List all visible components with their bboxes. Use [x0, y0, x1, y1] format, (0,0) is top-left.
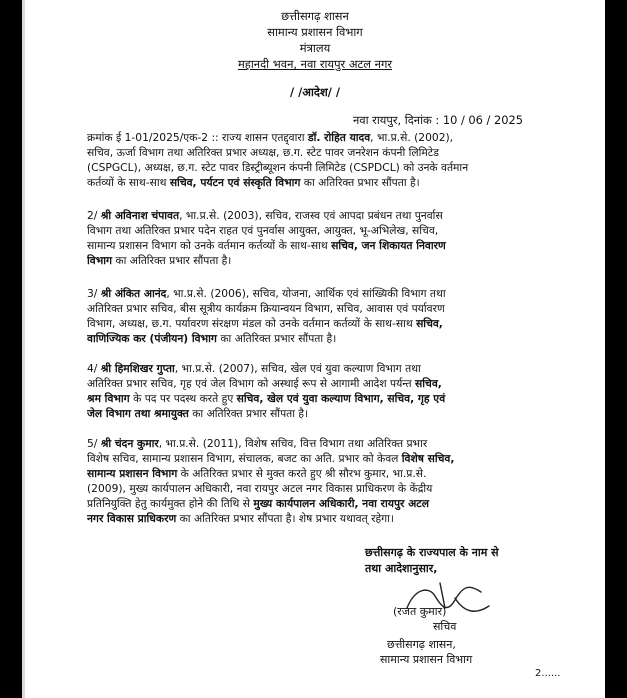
text-run: का अतिरिक्त प्रभार सौंपता है। [216, 332, 337, 346]
text-run: सचिव, ऊर्जा विभाग तथा अतिरिक्त प्रभार अध्यक्ष, छ.ग. स्टेट पावर जनरेशन कंपनी लिमिटेड [87, 146, 439, 160]
text-run: , भा.प्र.से. (2007), सचिव, खेल एवं युवा कल्याण विभाग तथा [174, 362, 421, 375]
text-run: , भा.प्र.से. (2006), सचिव, योजना, आर्थिक एवं सांख्यिकी विभाग तथा [166, 287, 446, 300]
office-govt: छत्तीसगढ़ शासन, [387, 638, 456, 651]
text-run: कर्तव्यों के साथ-साथ [87, 176, 170, 190]
paragraph-line [87, 208, 557, 223]
text-run: विभाग, अध्यक्ष, छ.ग. पर्यावरण संरक्षण मंडल को उनके वर्तमान कर्तव्यों के साथ-साथ [87, 317, 417, 331]
address-line: महानदी भवन, नवा रायपुर अटल नगर [237, 57, 393, 71]
order-paragraph-1 [87, 130, 557, 190]
text-run: 2/ [87, 209, 101, 222]
paragraph-line [87, 238, 557, 253]
text-run: 5/ [87, 437, 101, 450]
bold-text: विशेष सचिव, [401, 452, 455, 466]
bold-text: डॉ. रोहित यादव [307, 131, 371, 144]
paragraph-line [87, 361, 557, 376]
text-run: का अतिरिक्त प्रभार सौंपता है। [112, 254, 232, 268]
text-run: का अतिरिक्त प्रभार सौंपता है। [300, 176, 420, 190]
bold-text: श्री अंकित आनंद [100, 287, 167, 300]
paragraph-line [87, 223, 557, 238]
authority-line: तथा आदेशानुसार, [365, 562, 438, 575]
paragraph-line [87, 481, 557, 496]
text-run: प्रतिनियुक्ति हेतु कार्यमुक्त होने की तिथि से [87, 497, 254, 511]
bold-text: सचिव, [416, 317, 443, 331]
paragraph-line [87, 466, 557, 481]
ministry-label: मंत्रालय [299, 41, 331, 55]
text-run: 4/ [87, 362, 101, 375]
governor-line: छत्तीसगढ़ के राज्यपाल के नाम से [365, 546, 499, 559]
text-run: , भा.प्र.से. (2002), [370, 131, 454, 144]
govt-name: छत्तीसगढ़ शासन [281, 9, 349, 23]
text-run: के अतिरिक्त प्रभार से मुक्त करते हुए श्री सौरभ कुमार, भा.प्र.से. [177, 467, 427, 481]
bold-text: सचिव, पर्यटन एवं संस्कृति विभाग [169, 176, 301, 190]
bold-text: श्रम विभाग [87, 392, 130, 406]
paragraph-line [87, 286, 557, 301]
bold-text: विभाग [87, 254, 113, 268]
bold-text: श्री हिमशिखर गुप्ता [100, 362, 175, 375]
paragraph-line [87, 253, 557, 268]
bold-text: सचिव, जन शिकायत निवारण [331, 239, 446, 253]
paragraph-line [87, 301, 557, 316]
bold-text: नगर विकास प्राधिकरण [87, 512, 177, 526]
text-run: क्रमांक ई 1-01/2025/एक-2 :: राज्य शासन एतद्द्वारा [87, 131, 308, 144]
paragraph-line [87, 331, 557, 346]
bold-text: सचिव, खेल एवं युवा कल्याण विभाग, सचिव, गृह एवं [236, 392, 446, 406]
office-department: सामान्य प्रशासन विभाग [380, 653, 473, 666]
text-run: सामान्य प्रशासन विभाग को उनके वर्तमान कर्तव्यों के साथ-साथ [87, 239, 332, 253]
order-paragraph-5 [87, 436, 557, 527]
paragraph-line [87, 406, 557, 421]
paragraph-line [87, 511, 557, 526]
text-run: (CSPGCL), अध्यक्ष, छ.ग. स्टेट पावर डिस्ट्रीब्यूशन कंपनी लिमिटेड (CSPDCL) को उनके वर्तमान [87, 161, 469, 175]
text-run: के पद पर पदस्थ करते हुए [129, 392, 237, 406]
paragraph-line [87, 391, 557, 406]
document-page [22, 0, 605, 698]
text-run: का अतिरिक्त प्रभार सौंपता है। [188, 407, 309, 421]
paragraph-line [87, 175, 557, 190]
date-line: नवा रायपुर, दिनांक : 10 / 06 / 2025 [352, 113, 523, 127]
bold-text: श्री चंदन कुमार [100, 437, 159, 450]
paragraph-line [87, 376, 557, 391]
text-run: विशेष सचिव, सामान्य प्रशासन विभाग, संचालक, बजट का अति. प्रभार को केवल [87, 452, 402, 466]
order-title: / /आदेश/ / [289, 85, 340, 99]
officer-designation: सचिव [433, 620, 457, 633]
paragraph-line [87, 130, 557, 145]
text-run: , भा.प्र.से. (2011), विशेष सचिव, वित्त विभाग तथा अतिरिक्त प्रभार [158, 437, 428, 450]
paragraph-line [87, 436, 557, 451]
text-run: 3/ [87, 287, 101, 300]
text-run: अतिरिक्त प्रभार सचिव, गृह एवं जेल विभाग को अस्थाई रूप से आगामी आदेश पर्यन्त [87, 377, 416, 391]
text-run: (2009), मुख्य कार्यपालन अधिकारी, नवा रायपुर अटल नगर विकास प्राधिकरण के केंद्रीय [87, 482, 433, 496]
page-number: 2...... [535, 668, 561, 679]
order-paragraph-3 [87, 286, 557, 346]
text-run: विभाग तथा अतिरिक्त प्रभार पदेन राहत एवं पुनर्वास आयुक्त, आयुक्त, भू-अभिलेख, सचिव, [87, 224, 439, 238]
paragraph-line [87, 496, 557, 511]
paragraph-line [87, 316, 557, 331]
bold-text: वाणिज्यिक कर (पंजीयन) विभाग [87, 332, 217, 346]
department-name: सामान्य प्रशासन विभाग [267, 25, 363, 39]
bold-text: सचिव, [415, 377, 442, 391]
paragraph-line [87, 145, 557, 160]
text-run: , भा.प्र.से. (2003), सचिव, राजस्व एवं आपदा प्रबंधन तथा पुनर्वास [179, 209, 443, 222]
bold-text: सामान्य प्रशासन विभाग [87, 467, 178, 481]
bold-text: मुख्य कार्यपालन अधिकारी, नवा रायपुर अटल [253, 497, 429, 511]
paragraph-line [87, 451, 557, 466]
order-paragraph-4 [87, 361, 557, 421]
text-run: का अतिरिक्त प्रभार सौंपता है। शेष प्रभार यथावत् रहेगा। [176, 512, 394, 526]
bold-text: श्री अविनाश चंपावत [100, 209, 180, 222]
bold-text: जेल विभाग तथा श्रमायुक्त [87, 407, 189, 421]
officer-name: (रजत कुमार) [393, 605, 447, 618]
order-paragraph-2 [87, 208, 557, 268]
text-run: अतिरिक्त प्रभार सचिव, बीस सूत्रीय कार्यक्रम क्रियान्वयन विभाग, सचिव, आवास एवं पर्यावरण [87, 302, 445, 316]
paragraph-line [87, 160, 557, 175]
